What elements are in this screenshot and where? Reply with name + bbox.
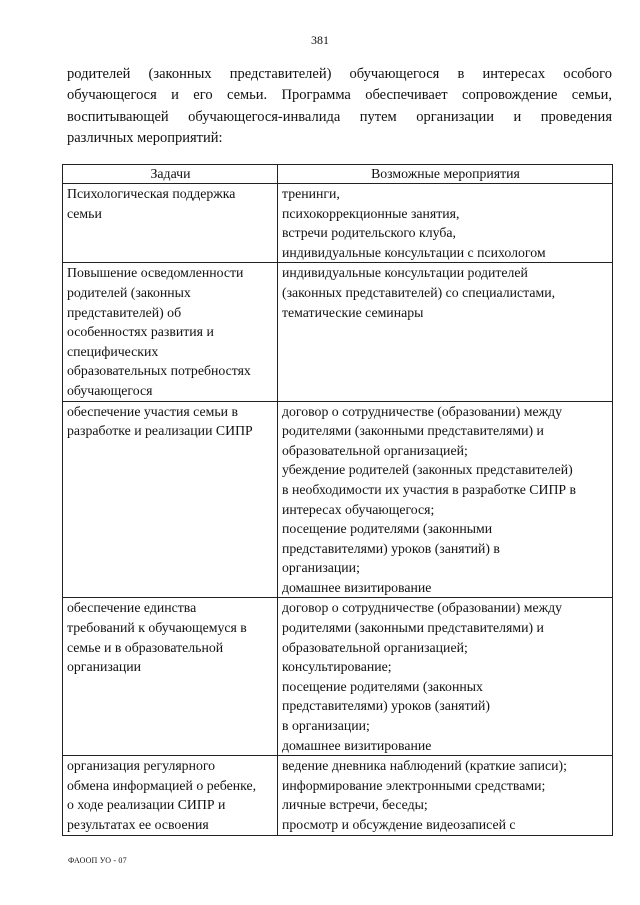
task-line: разработке и реализации СИПР	[67, 423, 253, 439]
task-line: семьи	[67, 205, 102, 221]
task-cell	[63, 756, 278, 835]
event-line: психокоррекционные занятия,	[282, 205, 460, 221]
table-row	[63, 598, 613, 756]
task-line: организация регулярного	[67, 758, 216, 774]
intro-line: различных мероприятий:	[67, 129, 223, 146]
events-cell	[278, 756, 613, 835]
table-row	[63, 401, 613, 598]
task-line: организации	[67, 659, 142, 675]
events-cell	[278, 263, 613, 401]
event-line: (законных представителей) со специалистами,	[282, 284, 556, 300]
event-line: домашнее визитирование	[282, 737, 432, 753]
task-cell	[63, 263, 278, 401]
event-line: образовательной организацией;	[282, 639, 468, 655]
event-line: договор о сотрудничестве (образовании) между	[282, 403, 563, 419]
tasks-table	[62, 164, 613, 836]
event-line: консультирование;	[282, 659, 392, 675]
event-line: убеждение родителей (законных представителей)	[282, 462, 573, 478]
event-line: интересах обучающегося;	[282, 501, 435, 517]
task-line: обмена информацией о ребенке,	[67, 777, 257, 793]
task-line: требований к обучающемуся в	[67, 620, 247, 636]
event-line: просмотр и обсуждение видеозаписей с	[282, 817, 516, 832]
table-row	[63, 263, 613, 401]
column-header-events: Возможные мероприятия	[278, 165, 613, 184]
table-row	[63, 184, 613, 263]
task-line: обеспечение участия семьи в	[67, 403, 238, 419]
event-line: родителями (законными представителями) и	[282, 423, 544, 439]
task-line: о ходе реализации СИПР и	[67, 797, 226, 813]
task-line: родителей (законных	[67, 284, 191, 300]
event-line: представителями) уроков (занятий) в	[282, 540, 500, 556]
footer-code: ФАООП УО - 07	[68, 856, 127, 865]
event-line: индивидуальные консультации с психологом	[282, 244, 546, 260]
events-cell	[278, 598, 613, 756]
task-cell	[63, 401, 278, 598]
event-line: личные встречи, беседы;	[282, 797, 428, 813]
event-line: домашнее визитирование	[282, 579, 432, 595]
intro-line: обучающегося и его семьи. Программа обеспечивает сопровождение семьи,	[67, 87, 612, 104]
task-line: специфических	[67, 343, 159, 359]
event-line: в необходимости их участия в разработке СИПР в	[282, 481, 577, 497]
event-line: посещение родителями (законными	[282, 521, 493, 537]
task-line: Повышение осведомленности	[67, 265, 244, 281]
task-line: обеспечение единства	[67, 600, 197, 616]
event-line: посещение родителями (законных	[282, 678, 483, 694]
column-header-tasks: Задачи	[63, 165, 278, 184]
task-line: образовательных потребностях	[67, 363, 251, 379]
event-line: образовательной организацией;	[282, 442, 468, 458]
event-line: в организации;	[282, 718, 370, 734]
task-line: представителей) об	[67, 304, 182, 320]
page-number: 381	[311, 33, 329, 47]
event-line: представителями) уроков (занятий)	[282, 698, 490, 714]
table-header-row	[63, 165, 613, 184]
event-line: ведение дневника наблюдений (краткие записи);	[282, 758, 567, 774]
event-line: родителями (законными представителями) и	[282, 620, 544, 636]
event-line: договор о сотрудничестве (образовании) между	[282, 600, 563, 616]
intro-line: родителей (законных представителей) обучающегося в интересах особого	[67, 66, 612, 82]
task-line: Психологическая поддержка	[67, 186, 236, 201]
event-line: информирование электронными средствами;	[282, 777, 546, 793]
event-line: встречи родительского клуба,	[282, 225, 456, 241]
event-line: тематические семинары	[282, 304, 424, 320]
event-line: индивидуальные консультации родителей	[282, 265, 528, 281]
table-row	[63, 756, 613, 835]
events-cell	[278, 184, 613, 263]
task-cell	[63, 598, 278, 756]
task-line: семье и в образовательной	[67, 639, 224, 655]
intro-line: воспитывающей обучающегося-инвалида путем организации и проведения	[67, 108, 612, 125]
task-line: особенностях развития и	[67, 324, 214, 340]
event-line: организации;	[282, 560, 360, 576]
task-line: результатах ее освоения	[67, 817, 209, 832]
event-line: тренинги,	[282, 186, 340, 201]
events-cell	[278, 401, 613, 598]
intro-paragraph	[67, 64, 612, 149]
task-cell	[63, 184, 278, 263]
task-line: обучающегося	[67, 382, 153, 398]
